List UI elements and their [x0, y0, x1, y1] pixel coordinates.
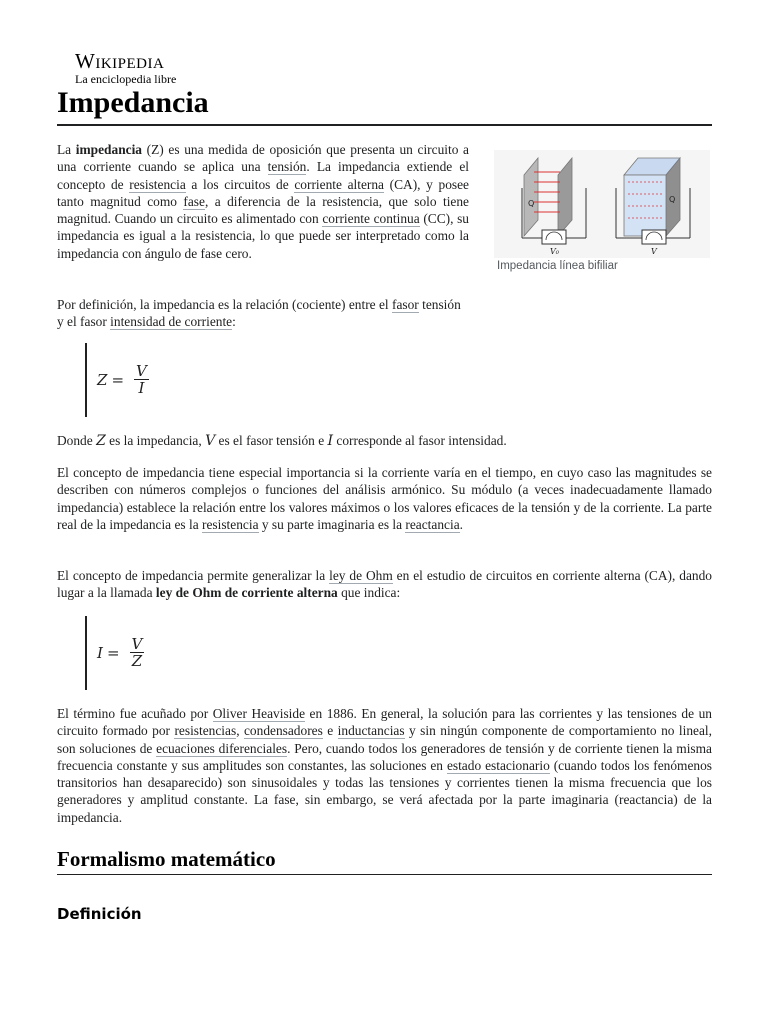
formula-lhs: Z	[97, 370, 108, 389]
importance-paragraph: El concepto de impedancia tiene especial importancia si la corriente varía en el tiempo, en cuyo caso las magnitudes se describen con números complejos o funciones del análisis armónico. Su módulo (a veces inadecuadamente llamado impedancia) establece la relación entre los valores máximos o los valores eficaces de la tensión y de la corriente. La parte real de la impedancia es la resistencia y su parte imaginaria es la reactancia.	[57, 465, 712, 532]
link-fase[interactable]: fase	[183, 193, 205, 209]
page-title: Impedancia	[57, 86, 209, 119]
intro-paragraph: La impedancia (Z) es una medida de oposición que presenta un circuito a una corriente cuando se aplica una tensión. La impedancia extiende el concepto de resistencia a los circuitos de corriente alterna (CA), y posee tanto magnitud como fase, a diferencia de la resistencia, que solo tiene magnitud. Cuando un circuito es alimentado con corriente continua (CC), su impedancia es igual a la resistencia, lo que puede ser interpretado como la impedancia con ángulo de fase cero.	[57, 142, 470, 261]
term-impedancia: impedancia	[75, 142, 142, 157]
svg-text:V₀: V₀	[550, 247, 559, 256]
link-oliver-heaviside[interactable]: Oliver Heaviside	[212, 706, 306, 721]
formula-impedance: Z = $\frac{V}{I}$	[85, 343, 205, 417]
figure-caption: Impedancia línea bifiliar	[497, 260, 618, 272]
variables-paragraph: Donde Z es la impedancia, V es el fasor tensión e I corresponde al fasor intensidad.	[57, 433, 507, 449]
formula-lhs: I	[97, 643, 103, 662]
ohm-law-paragraph: El concepto de impedancia permite generalizar la ley de Ohm en el estudio de circuitos en corriente alterna (CA), dando lugar a la llamada ley de Ohm de corriente alterna que indica:	[57, 568, 712, 601]
link-resistencia-2[interactable]: resistencia	[202, 516, 259, 532]
bifilar-line-illustration	[494, 150, 710, 258]
figure-bifilar-line[interactable]	[494, 150, 710, 258]
link-resistencia[interactable]: resistencia	[129, 176, 186, 192]
link-ley-de-ohm[interactable]: ley de Ohm	[329, 568, 393, 583]
link-intensidad-de-corriente[interactable]: intensidad de corriente	[110, 314, 233, 330]
svg-text:V: V	[651, 247, 657, 256]
formula-fraction: $\frac{V}{Z}$	[131, 635, 143, 670]
section-heading: Formalismo matemático	[57, 847, 276, 871]
wikipedia-logo[interactable]	[75, 50, 205, 86]
history-paragraph: El término fue acuñado por Oliver Heaviside en 1886. En general, la solución para las corrientes y las tensiones de un circuito formado por resistencias, condensadores e inductancias y sin ningún componente de comportamiento no lineal, son soluciones de ecuaciones diferenciales. Pero, cuando todos los generadores de tensión y de corriente tienen la misma frecuencia constante y sus amplitudes son constantes, las soluciones en estado estacionario (cuando todos los fenómenos transitorios han desaparecido) son sinusoidales y todas las tensiones y corrientes tienen la misma frecuencia que los generadores y amplitud constante. La fase, sin embargo, se verá afectada por la parte imaginaria (reactancia) de la impedancia.	[57, 706, 713, 825]
link-tension[interactable]: tensión	[267, 159, 307, 175]
link-ecuaciones-diferenciales[interactable]: ecuaciones diferenciales	[156, 740, 288, 756]
subsection-heading: Definición	[57, 905, 142, 923]
svg-text:Q: Q	[528, 199, 535, 208]
link-corriente-alterna[interactable]: corriente alterna	[294, 176, 384, 192]
term-ley-ohm-ca: ley de Ohm de corriente alterna	[155, 585, 338, 601]
formula-ohm-ac: I = $\frac{V}{Z}$	[85, 616, 205, 690]
definition-paragraph: Por definición, la impedancia es la relación (cociente) entre el fasor tensión y el fasor intensidad de corriente:	[57, 297, 461, 330]
title-divider	[57, 124, 712, 126]
formula-fraction: $\frac{V}{I}$	[136, 362, 147, 397]
link-resistencias[interactable]: resistencias	[174, 723, 237, 739]
link-fasor[interactable]: fasor	[391, 297, 419, 312]
logo-wordmark: Wikipedia	[75, 49, 165, 73]
section-divider	[57, 874, 712, 875]
link-condensadores[interactable]: condensadores	[243, 723, 323, 739]
link-corriente-continua[interactable]: corriente continua	[322, 211, 420, 227]
logo-tagline: La enciclopedia libre	[75, 72, 177, 86]
link-reactancia[interactable]: reactancia	[405, 516, 460, 532]
link-estado-estacionario[interactable]: estado estacionario	[446, 757, 550, 773]
svg-text:Q: Q	[669, 195, 676, 204]
link-inductancias[interactable]: inductancias	[337, 723, 405, 739]
